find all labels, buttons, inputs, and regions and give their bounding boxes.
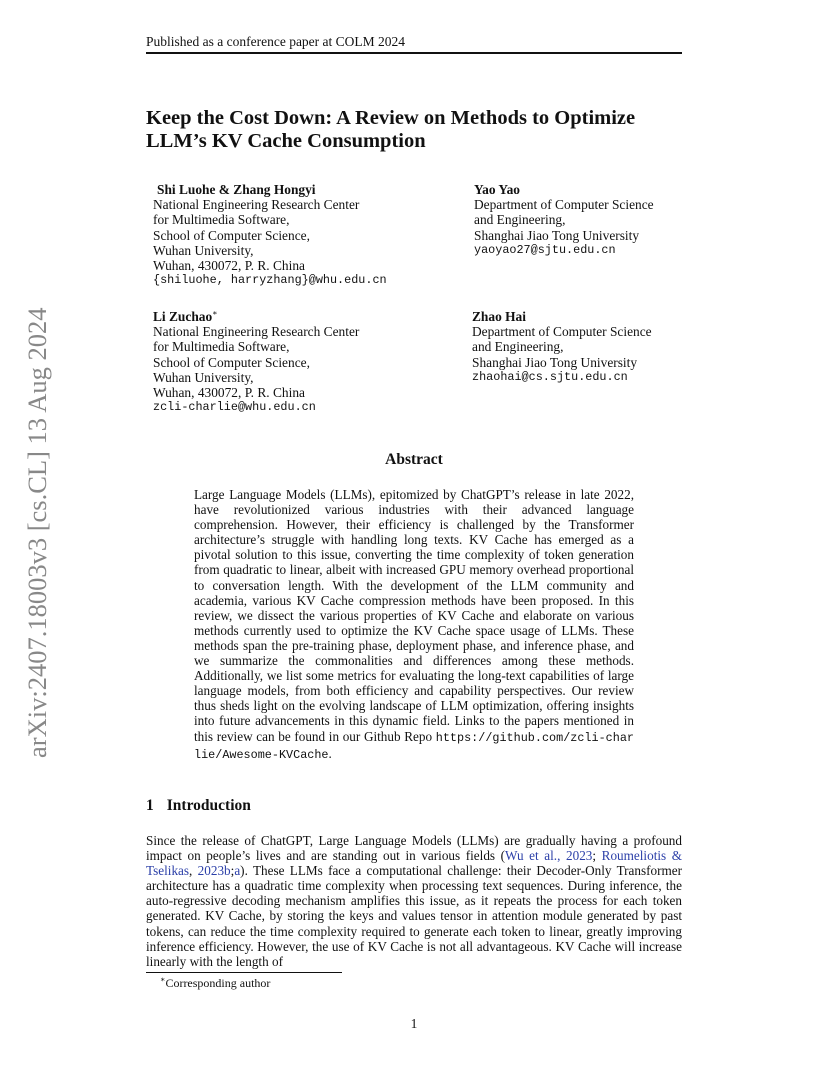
abstract-end: . bbox=[328, 745, 332, 761]
footnote-text: Corresponding author bbox=[165, 976, 271, 990]
affiliation-line: Wuhan, 430072, P. R. China bbox=[153, 385, 305, 401]
author-name: Shi Luohe & Zhang Hongyi bbox=[157, 182, 316, 197]
citation-link[interactable]: a bbox=[234, 863, 241, 879]
affiliation-line: Wuhan University, bbox=[153, 369, 254, 385]
author-name: Li Zuchao bbox=[153, 309, 213, 324]
section-heading bbox=[146, 797, 251, 815]
author-block-yao-yao bbox=[474, 182, 654, 258]
section-title: Introduction bbox=[166, 797, 251, 814]
abstract-heading: Abstract bbox=[385, 451, 443, 468]
introduction-paragraph bbox=[146, 833, 682, 969]
affiliation-line: for Multimedia Software, bbox=[153, 339, 290, 355]
affiliation-line: Department of Computer Science bbox=[472, 324, 652, 340]
footnote bbox=[160, 976, 270, 990]
affiliation-line: Shanghai Jiao Tong University bbox=[474, 227, 640, 243]
affiliation-line: and Engineering, bbox=[474, 212, 566, 228]
running-header: Published as a conference paper at COLM 2024 bbox=[146, 34, 406, 49]
affiliation-line: School of Computer Science, bbox=[153, 354, 310, 370]
affiliation-line: and Engineering, bbox=[472, 339, 564, 355]
author-name: Yao Yao bbox=[474, 182, 521, 197]
intro-text: Since the release of ChatGPT, Large Language Models (LLMs) are gradually having a profound impact on people’s lives and are standing out in various fields ( bbox=[146, 833, 682, 864]
author-email: zcli-charlie@whu.edu.cn bbox=[153, 400, 316, 415]
corresponding-mark: ∗ bbox=[212, 308, 218, 318]
footnote-rule bbox=[146, 972, 342, 973]
github-repo-link[interactable]: https://github.com/zcli-charlie/Awesome-KVCache bbox=[194, 730, 634, 762]
title-line-2: LLM’s KV Cache Consumption bbox=[146, 130, 426, 152]
intro-text: ). These LLMs face a computational challenge: their Decoder-Only Transformer architecture has a quadratic time complexity when processing text sequences. During inference, the auto-regressive decoding mechanism amplifies this issue, as it repeats the process for each token generated. KV Cache, by storing the keys and values tensor in attention module generated by past tokens, can reduce the time complexity required to generate each token to linear, greatly improving inference efficiency. However, the use of KV Cache is not all advantageous. KV Cache will increase linearly with the length of bbox=[146, 863, 683, 969]
citation-separator: ; bbox=[592, 848, 602, 864]
affiliation-line: Shanghai Jiao Tong University bbox=[472, 354, 638, 370]
affiliation-line: Department of Computer Science bbox=[474, 197, 654, 213]
affiliation-line: for Multimedia Software, bbox=[153, 212, 290, 228]
affiliation-line: School of Computer Science, bbox=[153, 227, 310, 243]
arxiv-identifier: arXiv:2407.18003v3 [cs.CL] 13 Aug 2024 bbox=[22, 307, 52, 758]
paper-title bbox=[146, 107, 686, 153]
section-number: 1 bbox=[146, 797, 154, 814]
header-rule bbox=[146, 52, 682, 54]
affiliation-line: Wuhan, 430072, P. R. China bbox=[153, 258, 305, 274]
abstract-text: Large Language Models (LLMs), epitomized by ChatGPT’s release in late 2022, have revolutionized various industries with their advanced language comprehension. However, their efficiency is challenged by the Transformer architecture’s struggle with handling long texts. KV Cache has emerged as a pivotal solution to this issue, converting the time complexity of token generation from quadratic to linear, albeit with increased GPU memory overhead proportional to conversation length. With the development of the LLM community and academia, various KV Cache compression methods have been proposed. In this review, we dissect the various properties of KV Cache and elaborate on various methods currently used to optimize the KV Cache space usage of LLMs. These methods span the pre-training phase, deployment phase, and inference phase, and we summarize the commonalities and differences among these methods. Additionally, we list some metrics for evaluating the long-text capabilities of large language models, from both efficiency and capability perspectives. Our review thus sheds light on the evolving landscape of LLM optimization, offering insights into future advancements in this dynamic field. Links to the papers mentioned in this review can be found in our Github Repo bbox=[194, 487, 634, 744]
author-block-li-zuchao bbox=[153, 309, 359, 415]
affiliation-line: Wuhan University, bbox=[153, 242, 254, 258]
author-block-shi-zhang bbox=[153, 182, 387, 288]
author-email: zhaohai@cs.sjtu.edu.cn bbox=[472, 369, 628, 384]
author-block-zhao-hai bbox=[472, 309, 652, 385]
citation-separator: ; bbox=[230, 863, 235, 879]
affiliation-line: National Engineering Research Center bbox=[153, 197, 360, 213]
citation-link[interactable]: 2023b bbox=[197, 863, 231, 879]
citation-link[interactable]: Wu et al., 2023 bbox=[505, 848, 593, 864]
author-name: Zhao Hai bbox=[472, 309, 526, 324]
citation-link[interactable]: Roumeliotis & Tselikas bbox=[146, 848, 683, 879]
author-email: {shiluohe, harryzhang}@whu.edu.cn bbox=[153, 273, 387, 288]
affiliation-line: National Engineering Research Center bbox=[153, 324, 360, 340]
page-number: 1 bbox=[410, 1016, 418, 1031]
title-line-1: Keep the Cost Down: A Review on Methods to Optimize bbox=[146, 107, 636, 129]
citation-separator: , bbox=[189, 863, 198, 879]
abstract-body bbox=[194, 487, 634, 763]
footnote-mark: ∗ bbox=[160, 975, 166, 984]
author-email: yaoyao27@sjtu.edu.cn bbox=[474, 242, 616, 257]
